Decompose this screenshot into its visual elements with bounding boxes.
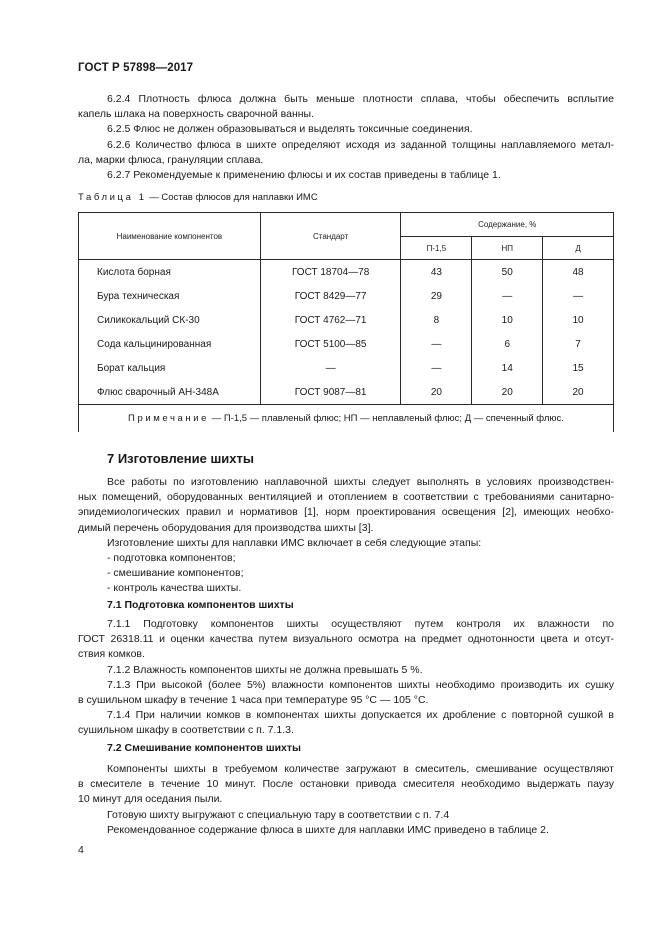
cell-d: 15 (543, 356, 614, 380)
page-number: 4 (78, 844, 84, 856)
cell-p: 29 (401, 284, 472, 308)
cell-standard: ГОСТ 8429—77 (260, 284, 401, 308)
table-note-row (79, 405, 614, 433)
section-7-2-p1-line2: в смесителе в течение 10 минут. После остановки привода смесителя необходимо выдержать паузу (78, 778, 614, 791)
cell-p: — (401, 356, 472, 380)
table-caption-text: — Состав флюсов для наплавки ИМС (146, 192, 318, 203)
cell-d: 7 (543, 332, 614, 356)
paragraph-6-2-6-line1: 6.2.6 Количество флюса в шихте определяют исходя из заданной толщины наплавляемого метал- (107, 138, 614, 151)
section-7-text (78, 475, 614, 597)
cell-name: Кислота борная (79, 260, 261, 285)
paragraph-6-2-5: 6.2.5 Флюс не должен образовываться и выделять токсичные соединения. (107, 123, 473, 136)
section-7-p1-line3: эпидемиологических правил и нормативов [1], норм проектирования освещения [2], имеющих необхо- (78, 506, 614, 519)
cell-d: 48 (543, 260, 614, 285)
section-7-2-text (78, 762, 614, 838)
cell-p: — (401, 332, 472, 356)
cell-d: — (543, 284, 614, 308)
paragraph-6-2-4-line1: 6.2.4 Плотность флюса должна быть меньше плотности сплава, чтобы обеспечить всплытие (107, 93, 614, 105)
cell-np: 20 (472, 380, 543, 405)
section-7-p1-line2: ных помещений, оборудованных вентиляцией и отоплением в соответствии с требованиями санитарно- (78, 491, 614, 504)
table-caption-prefix: Таблица 1 (78, 192, 147, 203)
cell-np: 50 (472, 260, 543, 285)
table-note (79, 405, 614, 433)
header-content: Содержание, % (401, 213, 614, 237)
table-row (79, 284, 614, 308)
cell-np: — (472, 284, 543, 308)
cell-p: 43 (401, 260, 472, 285)
cell-p: 20 (401, 380, 472, 405)
cell-d: 10 (543, 308, 614, 332)
cell-standard: — (260, 356, 401, 380)
flux-composition-table (78, 212, 614, 432)
paragraph-6-2-6-line2: ла, марки флюса, грануляции сплава. (78, 153, 264, 166)
section-7-2-p3: Рекомендованное содержание флюса в шихте для наплавки ИМС приведено в таблице 2. (107, 823, 549, 836)
cell-np: 10 (472, 308, 543, 332)
section-7-p1-line4: димый перечень оборудования для производства шихты [3]. (78, 521, 374, 534)
cell-name: Сода кальцинированная (79, 332, 261, 356)
paragraph-7-1-1-line2: ГОСТ 26318.11 и оценки качества путем визуального осмотра на предмет однотонности цвета и отсут- (78, 633, 614, 646)
cell-standard: ГОСТ 18704—78 (260, 260, 401, 285)
header-col-np: НП (472, 237, 543, 260)
section-7-2-p1-line1: Компоненты шихты в требуемом количестве загружают в смеситель, смешивание осуществляют (107, 763, 614, 775)
section-7-1-text (78, 617, 614, 739)
document-header: ГОСТ Р 57898—2017 (78, 62, 194, 74)
section-7-p1-line1: Все работы по изготовлению наплавочной шихты следует выполнять в условиях производствен- (107, 476, 614, 488)
table-note-prefix: Примечание (128, 413, 210, 424)
cell-name: Флюс сварочный АН-348А (79, 380, 261, 405)
paragraph-7-1-1-line3: ствия комков. (78, 648, 145, 661)
paragraph-7-1-2: 7.1.2 Влажность компонентов шихты не должна превышать 5 %. (107, 663, 423, 676)
cell-np: 6 (472, 332, 543, 356)
intro-text (78, 92, 614, 183)
cell-np: 14 (472, 356, 543, 380)
table-caption (78, 192, 318, 203)
table-row (79, 308, 614, 332)
table-row (79, 380, 614, 405)
table-row (79, 260, 614, 285)
header-standard: Стандарт (260, 213, 401, 260)
list-item: - смешивание компонентов; (107, 567, 244, 580)
list-item: - подготовка компонентов; (107, 552, 236, 565)
paragraph-6-2-7: 6.2.7 Рекомендуемые к применению флюсы и их состав приведены в таблице 1. (107, 169, 501, 182)
paragraph-7-1-1-line1: 7.1.1 Подготовку компонентов шихты осуществляют путем контроля их влажности по (107, 618, 614, 630)
section-7-title: 7 Изготовление шихты (107, 451, 254, 466)
cell-name: Бура техническая (79, 284, 261, 308)
cell-standard: ГОСТ 5100—85 (260, 332, 401, 356)
section-7-2-title: 7.2 Смешивание компонентов шихты (107, 742, 302, 754)
cell-name: Борат кальция (79, 356, 261, 380)
table-row (79, 356, 614, 380)
cell-name: Силикокальций СК-30 (79, 308, 261, 332)
section-7-p2: Изготовление шихты для наплавки ИМС включает в себя следующие этапы: (107, 536, 482, 549)
cell-d: 20 (543, 380, 614, 405)
section-7-1-title: 7.1 Подготовка компонентов шихты (107, 599, 294, 611)
section-7-2-p1-line3: 10 минут для оседания пыли. (78, 793, 223, 806)
paragraph-6-2-4-line2: капель шлака на поверхность сварочной ванны. (78, 108, 315, 121)
cell-p: 8 (401, 308, 472, 332)
cell-standard: ГОСТ 4762—71 (260, 308, 401, 332)
section-7-2-p2: Готовую шихту выгружают с специальную тару в соответствии с п. 7.4 (107, 808, 450, 821)
cell-standard: ГОСТ 9087—81 (260, 380, 401, 405)
header-col-p: П-1,5 (401, 237, 472, 260)
paragraph-7-1-4-line2: сушильном шкафу в соответствии с п. 7.1.3. (78, 724, 294, 737)
paragraph-7-1-4-line1: 7.1.4 При наличии комков в компонентах шихты допускается их дробление с повторной сушкой в (107, 709, 614, 722)
header-name: Наименование компонентов (79, 213, 261, 260)
paragraph-7-1-3-line1: 7.1.3 При высокой (более 5%) влажности компонентов шихты необходимо производить их сушку (107, 678, 614, 691)
list-item: - контроль качества шихты. (107, 582, 242, 595)
header-col-d: Д (543, 237, 614, 260)
paragraph-7-1-3-line2: в сушильном шкафу в течение 1 часа при температуре 95 °С — 105 °С. (78, 694, 429, 707)
table-note-text: — П-1,5 — плавленый флюс; НП — неплавленый флюс; Д — спеченный флюс. (209, 413, 564, 424)
table-row (79, 332, 614, 356)
